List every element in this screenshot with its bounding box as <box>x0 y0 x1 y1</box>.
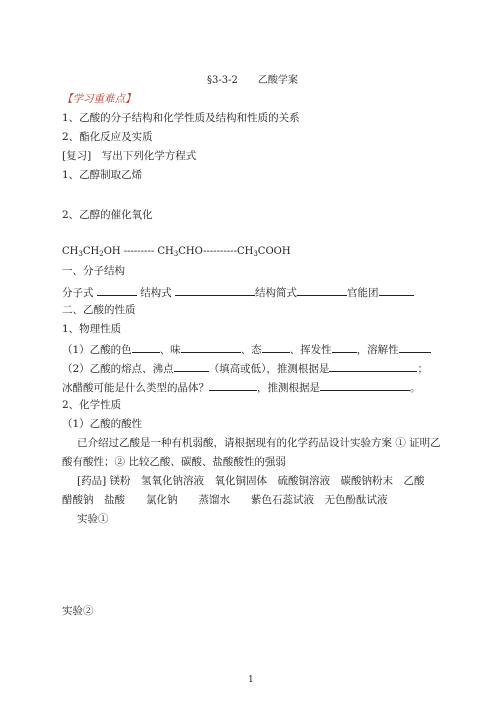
physical-line-1: （1）乙酸的色 、味 、态 、挥发性 ，溶解性 <box>62 341 431 357</box>
structure-row: 分子式 结构式 结构简式 官能团 <box>62 284 414 300</box>
review-item-1: 1、乙醇制取乙烯 <box>62 169 143 181</box>
experiment-1-label: 实验① <box>77 513 109 525</box>
conversion-chain: $CH_3CH_2OH$ --------- $CH_3CHO----------CH_3COOH$ <box>62 246 291 258</box>
drugs-line-2: 醋酸钠 盐酸 氯化钠 蒸馏水 紫色石蕊试液 无色酚酞试液 <box>62 494 388 506</box>
experiment-2-label: 实验② <box>62 605 94 617</box>
section2-heading: 二、乙酸的性质 <box>62 304 136 316</box>
physical-line-2: （2）乙酸的熔点、沸点 （填高或低），推测根据是 ； <box>62 360 428 376</box>
focus-heading: 【学习重难点】 <box>62 93 136 105</box>
acid-text-2: 酸有酸性；② 比较乙酸、碳酸、盐酸酸性的强弱 <box>62 456 286 468</box>
review-item-2: 2、乙醇的催化氧化 <box>62 209 153 221</box>
page-number: 1 <box>248 675 254 685</box>
focus-item-1: 1、乙酸的分子结构和化学性质及结构和性质的关系 <box>62 112 300 124</box>
review-label: [复习] 写出下列化学方程式 <box>62 150 197 162</box>
physical-heading: 1、物理性质 <box>62 323 122 335</box>
section1-heading: 一、分子结构 <box>62 265 125 277</box>
chemical-heading: 2、化学性质 <box>62 399 122 411</box>
page-title: §3-3-2 乙酸学案 <box>207 75 298 86</box>
acid-heading: （1）乙酸的酸性 <box>62 418 143 430</box>
drugs-line-1: [药品] 镁粉 氢氧化钠溶液 氧化铜固体 硫酸铜溶液 碳酸钠粉末 乙酸 <box>77 475 425 487</box>
focus-item-2: 2、酯化反应及实质 <box>62 131 153 143</box>
physical-line-3: 冰醋酸可能是什么类型的晶体？ ，推测根据是 。 <box>62 379 421 395</box>
acid-text-1: 已介绍过乙酸是一种有机弱酸，请根据现有的化学药品设计实验方案 ① 证明乙 <box>77 437 441 449</box>
